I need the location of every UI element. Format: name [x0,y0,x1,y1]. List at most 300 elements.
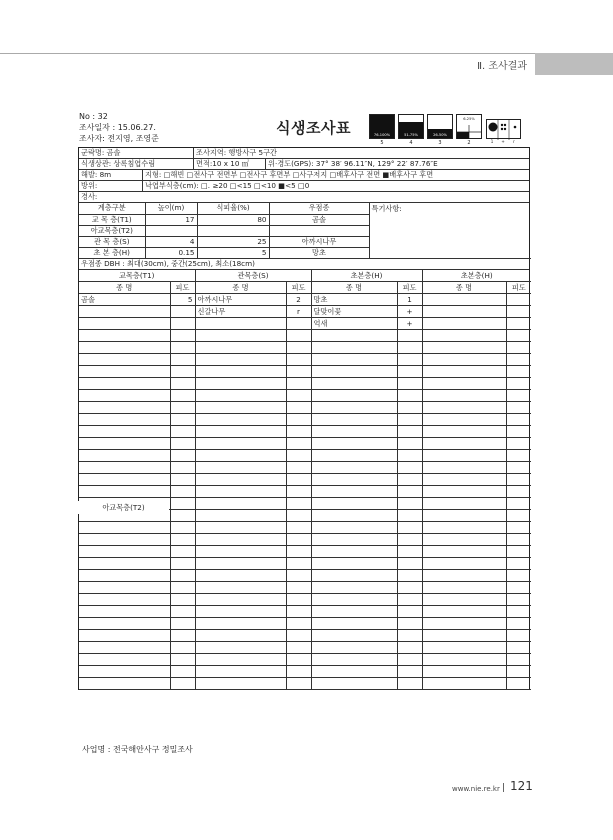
species-name-cell [422,354,506,366]
species-cover-cell [170,630,195,642]
species-name-cell [195,654,286,666]
species-name-cell [422,426,506,438]
layer-height: 0.15 [145,247,197,258]
species-name-cell [311,390,397,402]
community-name: 군락명: 곰솔 [81,148,121,157]
species-cover-cell [286,678,311,690]
species-name-cell [195,378,286,390]
col-name: 종 명 [195,282,286,294]
species-name-cell [195,366,286,378]
species-cover-cell [397,570,422,582]
species-cover-cell [170,438,195,450]
species-cover-cell [397,486,422,498]
species-name-cell [195,606,286,618]
species-cover-cell [506,606,531,618]
species-name-cell [422,402,506,414]
legend-num: 5 [380,140,384,146]
species-cover-cell [506,654,531,666]
species-cover-cell [506,402,531,414]
species-cover-cell [506,666,531,678]
species-row [79,570,531,582]
species-cover-cell [170,390,195,402]
species-name-cell [195,630,286,642]
species-cover-cell [286,378,311,390]
species-cover-cell [170,606,195,618]
species-name-cell [422,498,506,510]
species-cover-cell [506,678,531,690]
species-name-cell [195,666,286,678]
plot-size: 면적:10 x 10 ㎡ [196,159,249,168]
species-name-cell [195,486,286,498]
species-name-cell [311,426,397,438]
species-cover-cell [397,462,422,474]
species-cover-cell: + [397,318,422,330]
species-cover-cell [286,546,311,558]
species-cover-cell [397,342,422,354]
species-name-cell [79,678,170,690]
species-cover-cell [170,534,195,546]
species-name-cell [79,390,170,402]
species-cover-cell [506,534,531,546]
species-cover-cell [397,546,422,558]
species-cover-cell [506,546,531,558]
species-name-cell [422,606,506,618]
species-cover-cell [286,582,311,594]
species-cover-cell [506,354,531,366]
species-name-cell [79,330,170,342]
species-name-cell: 아까시나무 [195,294,286,306]
species-cover-cell: 5 [170,294,195,306]
species-name-cell [422,342,506,354]
species-row [79,306,531,318]
legend-num: 4 [409,140,413,146]
species-cover-cell [170,570,195,582]
layer-dominant [269,225,369,236]
species-name-cell [79,654,170,666]
header-tab [535,53,613,75]
special-notes-label: 특기사항: [371,204,402,213]
species-row [79,522,531,534]
species-name-cell [311,534,397,546]
layer-name: 관 목 층(S) [79,236,145,247]
species-name-cell [422,678,506,690]
species-name-cell [311,402,397,414]
species-name-cell [79,582,170,594]
species-cover-cell [397,438,422,450]
layer-header: 계층구분 [79,203,145,214]
species-cover-cell [286,414,311,426]
species-cover-cell [170,402,195,414]
species-cover-cell [170,486,195,498]
species-row [79,330,531,342]
species-cover-cell [506,378,531,390]
species-row [79,390,531,402]
legend-symbol-num: r [513,139,515,144]
species-row [79,558,531,570]
species-cover-cell [506,330,531,342]
species-cover-cell [397,426,422,438]
species-name-cell [79,522,170,534]
species-name-cell [79,318,170,330]
species-cover-cell [286,342,311,354]
species-cover-cell [397,522,422,534]
species-name-cell [195,330,286,342]
species-cover-cell [286,570,311,582]
species-name-cell [79,414,170,426]
species-cover-cell [286,558,311,570]
species-name-cell [311,570,397,582]
species-name-cell [311,450,397,462]
species-name-cell [422,654,506,666]
species-name-cell [422,306,506,318]
species-cover-cell [397,510,422,522]
species-row [79,426,531,438]
info-row-3 [79,170,529,181]
record-number: No : 32 [79,112,108,121]
species-name-cell [311,366,397,378]
species-row [79,642,531,654]
species-cover-cell [397,498,422,510]
species-row [79,318,531,330]
species-row [79,606,531,618]
t2-section [78,501,198,514]
species-name-cell [79,474,170,486]
species-cover-cell [506,510,531,522]
layer-height: 17 [145,214,197,225]
species-row [79,486,531,498]
species-cover-cell [506,558,531,570]
species-cover-cell [286,402,311,414]
col-name: 종 명 [422,282,506,294]
species-cover-cell [170,414,195,426]
species-cover-cell [506,522,531,534]
species-name-cell [422,330,506,342]
species-row [79,666,531,678]
species-row [79,630,531,642]
species-table [79,270,531,691]
species-cover-cell [170,354,195,366]
gps-coordinates: 위·경도(GPS): 37° 38′ 96.11″N, 129° 22′ 87.76″E [268,159,438,168]
layer-dominant: 곰솔 [269,214,369,225]
species-cover-cell [397,390,422,402]
species-name-cell [195,582,286,594]
species-name-cell [311,594,397,606]
species-cover-cell [286,630,311,642]
species-name-cell [422,558,506,570]
species-name-cell [311,654,397,666]
species-name-cell [422,642,506,654]
species-row [79,354,531,366]
species-cover-cell [397,378,422,390]
group-t1: 교목층(T1) [79,270,195,282]
survey-area: 조사지역: 행방사구 5구간 [196,148,277,157]
section-title: Ⅱ. 조사결과 [477,61,527,72]
species-name-cell [195,642,286,654]
species-name-cell [422,366,506,378]
species-name-cell [422,570,506,582]
species-name-cell [195,426,286,438]
survey-date: 조사일자 : 15.06.27. [79,123,156,132]
species-name-cell [422,666,506,678]
species-cover-cell [397,666,422,678]
litter-depth: 낙엽부식층(cm): □. ≥20 □<15 □<10 ■<5 □0 [145,181,310,190]
species-cover-cell [397,354,422,366]
species-name-cell [311,642,397,654]
species-row [79,618,531,630]
layer-coverage: 5 [197,247,269,258]
species-cover-cell [397,654,422,666]
species-name-cell [311,462,397,474]
species-cover-cell [397,402,422,414]
species-row [79,534,531,546]
species-row [79,342,531,354]
species-name-cell [79,546,170,558]
species-cover-cell [170,678,195,690]
info-row-1 [79,148,529,159]
species-name-cell [195,510,286,522]
species-cover-cell [506,426,531,438]
species-row [79,438,531,450]
info-row-2 [79,159,529,170]
species-cover-cell [286,666,311,678]
info-row-4 [79,181,529,192]
legend-box-2 [456,114,482,139]
species-name-cell [422,630,506,642]
species-name-cell [79,426,170,438]
species-name-cell [79,594,170,606]
col-cover: 피도 [286,282,311,294]
species-name-cell [79,378,170,390]
info-row-5 [79,192,529,203]
species-name-cell [195,414,286,426]
species-cover-cell [286,354,311,366]
species-name-cell [311,486,397,498]
species-name-cell [195,450,286,462]
legend-num: 2 [467,140,471,146]
surveyors: 조사자: 전지영, 조영준 [79,134,159,143]
species-name-cell [311,666,397,678]
species-name-cell [195,462,286,474]
species-name-cell [422,294,506,306]
legend-symbol-num: 1 [490,139,494,144]
survey-sheet [78,147,530,690]
species-name-cell [311,330,397,342]
layer-header-row [79,203,531,214]
species-cover-cell [286,318,311,330]
legend-num: 3 [438,140,442,146]
special-notes [369,203,531,258]
dbh-row [79,259,529,270]
species-name-cell [311,558,397,570]
species-row [79,402,531,414]
legend-box-5 [369,114,395,139]
species-cover-cell [506,342,531,354]
species-cover-cell [397,594,422,606]
group-h: 초본층(H) [311,270,422,282]
dominant-dbh: 우점종 DBH : 최대(30cm), 중간(25cm), 최소(18cm) [81,258,255,268]
layer-table [79,203,531,259]
species-row [79,378,531,390]
species-name-cell [195,546,286,558]
layer-coverage: 80 [197,214,269,225]
legend-symbol-icons [487,120,522,140]
species-name-cell [195,318,286,330]
species-header-row [79,282,531,294]
species-name-cell [311,630,397,642]
layer-height: 4 [145,236,197,247]
species-cover-cell [506,390,531,402]
species-name-cell [79,642,170,654]
species-row [79,474,531,486]
species-name-cell [311,582,397,594]
legend-box-4 [398,114,424,139]
height-header: 높이(m) [145,203,197,214]
species-name-cell: 억새 [311,318,397,330]
species-name-cell: 달맞이꽃 [311,306,397,318]
species-name-cell [311,618,397,630]
legend-label: 26-50% [433,133,447,137]
layer-name: 초 본 층(H) [79,247,145,258]
species-name-cell [422,594,506,606]
species-row [79,462,531,474]
species-name-cell [311,678,397,690]
species-cover-cell [170,378,195,390]
species-name-cell [422,438,506,450]
species-name-cell [79,354,170,366]
species-row [79,582,531,594]
species-cover-cell [286,450,311,462]
species-cover-cell [286,438,311,450]
species-name-cell [195,558,286,570]
species-name-cell [79,558,170,570]
species-cover-cell [170,474,195,486]
species-cover-cell [286,486,311,498]
species-name-cell [311,522,397,534]
species-cover-cell [506,438,531,450]
species-row [79,366,531,378]
species-name-cell [79,450,170,462]
species-cover-cell [170,558,195,570]
species-cover-cell [506,462,531,474]
species-name-cell [311,606,397,618]
legend-symbols [486,119,521,139]
species-cover-cell [506,450,531,462]
layer-dominant: 아까시나무 [269,236,369,247]
layer-dominant: 망초 [269,247,369,258]
layer-height [145,225,197,236]
species-name-cell [422,390,506,402]
form-title: 식생조사표 [276,119,351,137]
species-name-cell [195,594,286,606]
species-cover-cell [286,618,311,630]
layer-coverage [197,225,269,236]
species-name-cell [79,366,170,378]
species-name-cell [422,474,506,486]
terrain: 지형: □해빈 □전사구 전면부 □전사구 후면부 □사구저지 □배후사구 전면 ■배후사구 후면 [145,170,434,179]
species-name-cell [79,306,170,318]
species-row [79,414,531,426]
species-cover-cell [397,474,422,486]
species-name-cell [311,546,397,558]
species-cover-cell [286,606,311,618]
species-cover-cell [506,630,531,642]
species-name-cell [422,462,506,474]
species-cover-cell [397,534,422,546]
species-name-cell [311,342,397,354]
species-name-cell [79,618,170,630]
species-cover-cell [286,474,311,486]
species-name-cell [311,510,397,522]
group-h2: 초본층(H) [422,270,531,282]
species-name-cell [195,498,286,510]
species-name-cell [195,522,286,534]
species-cover-cell [286,654,311,666]
species-cover-cell [170,330,195,342]
species-name-cell [195,342,286,354]
species-name-cell [422,522,506,534]
species-cover-cell [170,426,195,438]
aspect: 방위: [81,181,98,190]
species-cover-cell [286,426,311,438]
species-name-cell [195,570,286,582]
species-cover-cell [397,558,422,570]
col-cover: 피도 [506,282,531,294]
species-row [79,678,531,690]
species-name-cell [422,618,506,630]
species-cover-cell [170,654,195,666]
altitude: 해발: 8m [81,170,112,179]
species-cover-cell: 1 [397,294,422,306]
species-cover-cell [506,570,531,582]
dominant-header: 우점종 [269,203,369,214]
species-name-cell [422,414,506,426]
species-cover-cell [506,294,531,306]
species-cover-cell [397,414,422,426]
legend-box-3 [427,114,453,139]
species-name-cell [79,342,170,354]
species-cover-cell: r [286,306,311,318]
species-name-cell [311,354,397,366]
species-name-cell [79,606,170,618]
legend-label: 6-25% [463,117,475,121]
species-cover-cell [397,606,422,618]
species-cover-cell [170,522,195,534]
species-cover-cell: + [397,306,422,318]
layer-coverage: 25 [197,236,269,247]
layer-name: 아교목층(T2) [79,225,145,236]
species-cover-cell [286,534,311,546]
species-cover-cell [397,642,422,654]
species-cover-cell [286,642,311,654]
species-name-cell: 신갈나무 [195,306,286,318]
project-name: 사업명 : 전국해안사구 정밀조사 [82,745,193,754]
col-cover: 피도 [397,282,422,294]
species-cover-cell [397,582,422,594]
species-name-cell [311,378,397,390]
species-cover-cell [506,642,531,654]
coverage-header: 식피율(%) [197,203,269,214]
species-cover-cell [170,306,195,318]
species-row [79,294,531,306]
species-name-cell [79,462,170,474]
header-rule [0,53,613,54]
species-row [79,654,531,666]
species-name-cell [422,318,506,330]
species-cover-cell [506,486,531,498]
species-name-cell [422,486,506,498]
species-cover-cell [286,510,311,522]
legend-label: 76-100% [373,133,391,137]
